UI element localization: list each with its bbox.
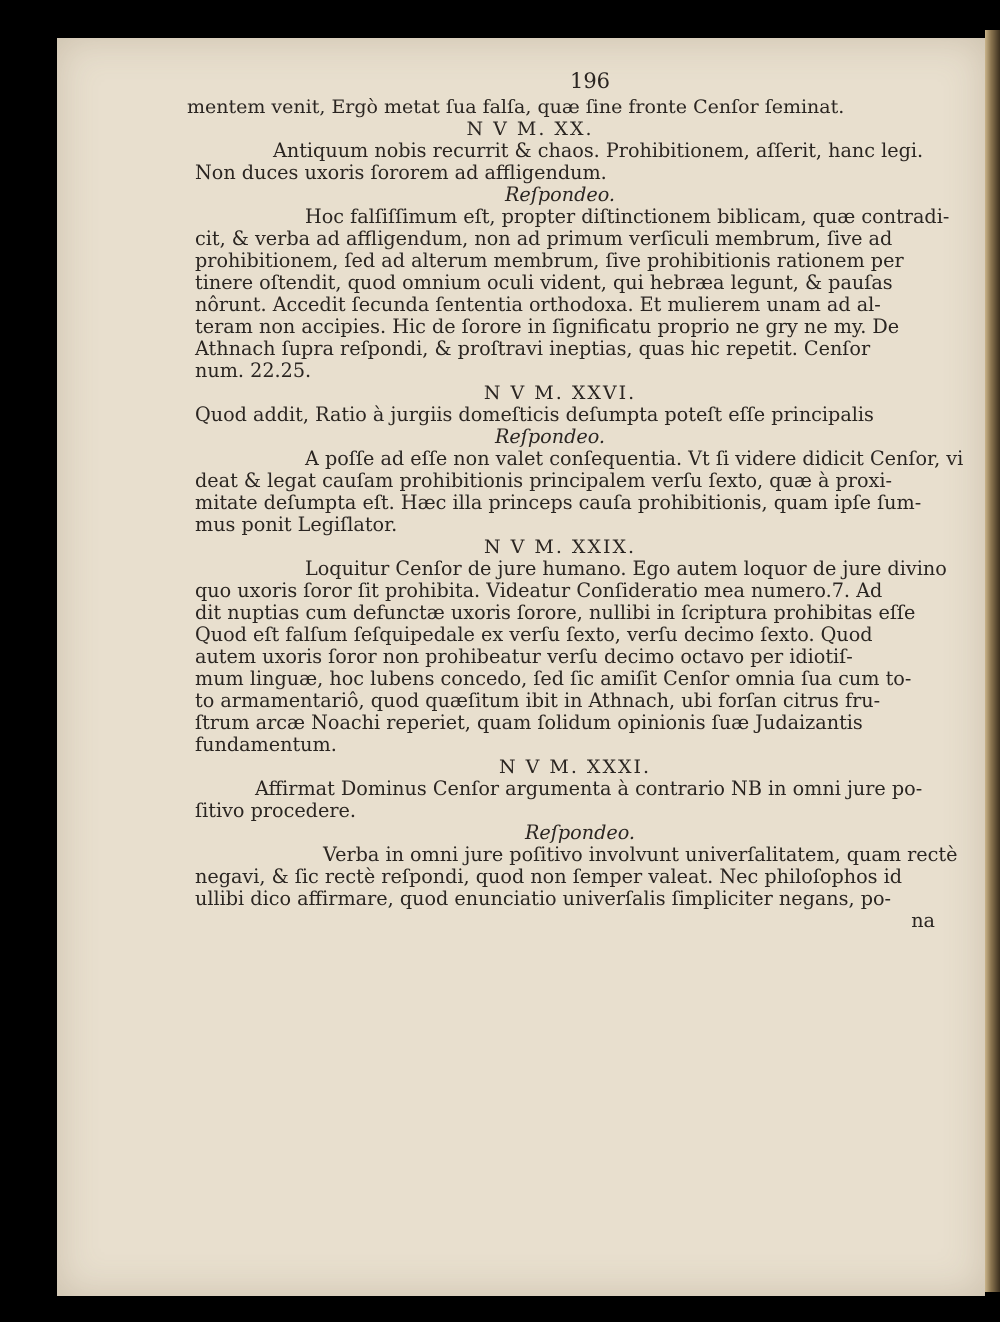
text-line: teram non accipies. Hic de ſorore in ſignificatu proprio ne gry ne my. De: [195, 315, 900, 338]
text-line: mum linguæ, hoc lubens concedo, ſed ſic amiſit Cenſor omnia ſua cum to-: [195, 667, 912, 690]
text-line: mus ponit Legiſlator.: [195, 513, 398, 536]
text-line: Non duces uxoris ſororem ad affligendum.: [195, 161, 607, 184]
text-line: nôrunt. Accedit ſecunda ſententia orthodoxa. Et mulierem unam ad al-: [195, 293, 881, 316]
respondeo-heading: Reſpondeo.: [524, 821, 636, 844]
text-line: quo uxoris ſoror ſit prohibita. Videatur Conſideratio mea numero.7. Ad: [195, 579, 883, 602]
section-heading: N V M. XXIX.: [483, 536, 637, 558]
text-line: ſtrum arcæ Noachi reperiet, quam ſolidum opinionis ſuæ Judaizantis: [195, 711, 863, 734]
text-line: autem uxoris ſoror non prohibeatur verſu decimo octavo per idiotiſ-: [195, 645, 853, 668]
text-line: Verba in omni jure poſitivo involvunt univerſalitatem, quam rectè: [323, 843, 958, 866]
text-line: mentem venit, Ergò metat ſua falſa, quæ ſine fronte Cenſor ſeminat.: [187, 96, 845, 118]
text-line: deat & legat cauſam prohibitionis principalem verſu ſexto, quæ à proxi-: [195, 469, 892, 492]
text-line: tinere oſtendit, quod omnium oculi vident, qui hebræa legunt, & pauſas: [195, 271, 893, 294]
text-line: ſitivo procedere.: [195, 799, 356, 822]
page-number: 196: [569, 69, 611, 93]
text-line: num. 22.25.: [195, 359, 312, 382]
text-line: Antiquum nobis recurrit & chaos. Prohibitionem, aſſerit, hanc legi.: [273, 139, 924, 162]
text-line: negavi, & ſic rectè reſpondi, quod non ſemper valeat. Nec philoſophos id: [195, 865, 903, 888]
section-heading: N V M. XXXI.: [498, 756, 652, 778]
respondeo-heading: Reſpondeo.: [494, 425, 606, 448]
text-line: fundamentum.: [195, 733, 337, 756]
section-heading: N V M. XX.: [466, 118, 594, 140]
text-line: Quod addit, Ratio à jurgiis domeſticis deſumpta poteſt eſſe principalis: [195, 403, 874, 426]
text-line: mitate deſumpta eſt. Hæc illa princeps cauſa prohibitionis, quam ipſe ſum-: [195, 491, 922, 514]
page-edge: [985, 30, 1000, 1292]
respondeo-heading: Reſpondeo.: [504, 183, 616, 206]
text-line: A poſſe ad eſſe non valet conſequentia. Vt ſi videre didicit Cenſor, vi: [305, 447, 964, 470]
text-line: ullibi dico affirmare, quod enunciatio univerſalis ſimpliciter negans, po-: [195, 887, 892, 910]
page-text: [187, 69, 985, 932]
text-line: cit, & verba ad affligendum, non ad primum verſiculi membrum, ſive ad: [195, 227, 893, 250]
text-line: prohibitionem, ſed ad alterum membrum, ſive prohibitionis rationem per: [195, 249, 904, 272]
text-line: Quod eſt falſum ſeſquipedale ex verſu ſexto, verſu decimo ſexto. Quod: [195, 623, 873, 646]
text-line: Affirmat Dominus Cenſor argumenta à contrario NB in omni jure po-: [255, 777, 923, 800]
text-line: to armamentariô, quod quæſitum ibit in Athnach, ubi forſan citrus fru-: [195, 689, 881, 712]
text-line: Loquitur Cenſor de jure humano. Ego autem loquor de jure divino: [305, 557, 947, 580]
text-line: dit nuptias cum defunctæ uxoris ſorore, nullibi in ſcriptura prohibitas eſſe: [195, 601, 916, 624]
section-heading: N V M. XXVI.: [483, 382, 637, 404]
text-line: Athnach ſupra reſpondi, & proſtravi ineptias, quas hic repetit. Cenſor: [195, 337, 871, 360]
text-line: Hoc falſiſſimum eſt, propter diſtinctionem biblicam, quæ contradi-: [305, 205, 950, 228]
catchword: na: [911, 909, 935, 932]
